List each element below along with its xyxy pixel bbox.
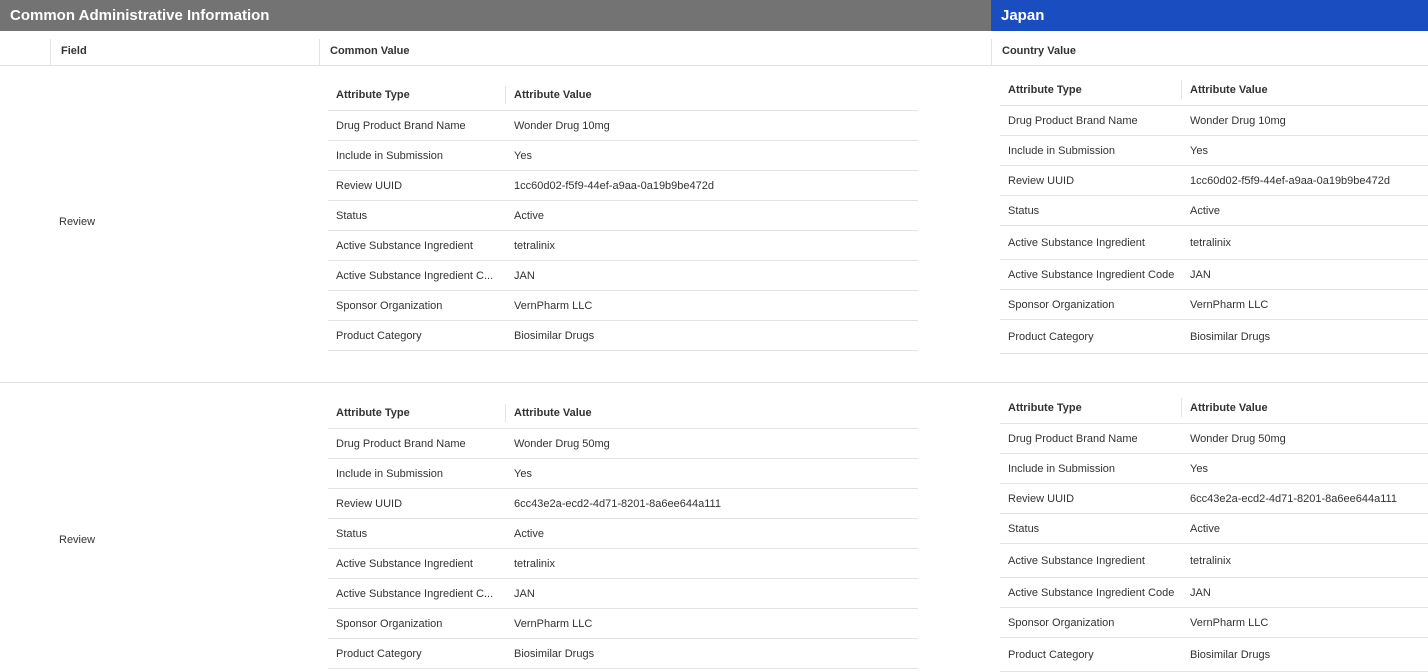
review-row: [0, 383, 1428, 671]
attribute-type: Review UUID: [328, 171, 506, 201]
attribute-value: 1cc60d02-f5f9-44ef-a9aa-0a19b9be472d: [1182, 166, 1428, 196]
table-row: [1000, 106, 1428, 136]
country-value-column-header: Country Value: [1002, 45, 1076, 57]
attribute-value: 1cc60d02-f5f9-44ef-a9aa-0a19b9be472d: [506, 171, 918, 201]
attribute-value: Yes: [1182, 454, 1428, 484]
table-row: [1000, 638, 1428, 672]
attribute-type: Product Category: [1000, 638, 1182, 672]
attribute-type-header: Attribute Type: [1000, 392, 1182, 424]
attribute-value: Active: [506, 201, 918, 231]
attribute-value-header: Attribute Value: [1182, 392, 1428, 424]
table-row: [1000, 484, 1428, 514]
common-value-column-header: Common Value: [330, 45, 410, 57]
attribute-value: tetralinix: [1182, 544, 1428, 578]
attribute-type: Active Substance Ingredient: [328, 549, 506, 579]
attribute-type: Review UUID: [1000, 166, 1182, 196]
attribute-type: Active Substance Ingredient: [1000, 226, 1182, 260]
table-row: [1000, 320, 1428, 354]
table-row: [328, 201, 918, 231]
attribute-type: Drug Product Brand Name: [328, 429, 506, 459]
attribute-value: 6cc43e2a-ecd2-4d71-8201-8a6ee644a111: [506, 489, 918, 519]
common-attributes-table: [328, 398, 918, 669]
attribute-value: Wonder Drug 50mg: [506, 429, 918, 459]
attribute-type: Drug Product Brand Name: [1000, 106, 1182, 136]
attribute-value: tetralinix: [506, 231, 918, 261]
table-row: [1000, 260, 1428, 290]
country-attributes-table: [1000, 392, 1428, 672]
table-row: [1000, 166, 1428, 196]
table-row: [1000, 136, 1428, 166]
attribute-type: Review UUID: [1000, 484, 1182, 514]
table-row: [328, 489, 918, 519]
table-row: [1000, 196, 1428, 226]
attribute-type: Sponsor Organization: [1000, 290, 1182, 320]
table-row: [1000, 424, 1428, 454]
field-column-header: Field: [61, 45, 87, 57]
country-header-japan: Japan: [991, 0, 1428, 31]
table-row: [328, 231, 918, 261]
table-row: [1000, 290, 1428, 320]
attribute-value: tetralinix: [506, 549, 918, 579]
attribute-type: Active Substance Ingredient C...: [328, 579, 506, 609]
attribute-value-header: Attribute Value: [506, 80, 918, 111]
attribute-value: Wonder Drug 10mg: [506, 111, 918, 141]
table-row: [1000, 514, 1428, 544]
table-row: [328, 549, 918, 579]
attribute-type: Active Substance Ingredient: [328, 231, 506, 261]
attribute-type: Product Category: [328, 321, 506, 351]
table-row: [328, 639, 918, 669]
table-row: [328, 519, 918, 549]
attribute-type: Status: [328, 519, 506, 549]
table-row: [1000, 226, 1428, 260]
attribute-value: VernPharm LLC: [506, 609, 918, 639]
attribute-value-header: Attribute Value: [1182, 74, 1428, 106]
table-header-row: [1000, 392, 1428, 424]
review-row: [0, 66, 1428, 383]
attribute-type: Status: [328, 201, 506, 231]
table-row: [328, 429, 918, 459]
attribute-type: Sponsor Organization: [1000, 608, 1182, 638]
attribute-value: VernPharm LLC: [1182, 608, 1428, 638]
attribute-value: Active: [1182, 514, 1428, 544]
table-row: [328, 459, 918, 489]
attribute-value: VernPharm LLC: [1182, 290, 1428, 320]
attribute-value: JAN: [506, 261, 918, 291]
table-row: [1000, 608, 1428, 638]
attribute-type: Status: [1000, 196, 1182, 226]
attribute-value: JAN: [1182, 260, 1428, 290]
attribute-value: Wonder Drug 10mg: [1182, 106, 1428, 136]
table-row: [328, 609, 918, 639]
column-header-row: [0, 31, 1428, 66]
attribute-type: Sponsor Organization: [328, 609, 506, 639]
attribute-value: 6cc43e2a-ecd2-4d71-8201-8a6ee644a111: [1182, 484, 1428, 514]
attribute-type: Active Substance Ingredient: [1000, 544, 1182, 578]
table-row: [328, 321, 918, 351]
attribute-value: tetralinix: [1182, 226, 1428, 260]
table-row: [328, 171, 918, 201]
attribute-value: Biosimilar Drugs: [506, 321, 918, 351]
attribute-type-header: Attribute Type: [1000, 74, 1182, 106]
table-row: [1000, 578, 1428, 608]
field-name: Review: [59, 534, 96, 546]
attribute-type: Status: [1000, 514, 1182, 544]
attribute-type-header: Attribute Type: [328, 398, 506, 429]
table-row: [328, 291, 918, 321]
attribute-type: Drug Product Brand Name: [328, 111, 506, 141]
attribute-type: Product Category: [1000, 320, 1182, 354]
attribute-type: Include in Submission: [328, 141, 506, 171]
attribute-type: Active Substance Ingredient C...: [328, 261, 506, 291]
attribute-type: Active Substance Ingredient Code: [1000, 260, 1182, 290]
attribute-type: Include in Submission: [1000, 454, 1182, 484]
attribute-value: Yes: [506, 459, 918, 489]
attribute-value: Biosimilar Drugs: [506, 639, 918, 669]
attribute-value: JAN: [506, 579, 918, 609]
attribute-type: Drug Product Brand Name: [1000, 424, 1182, 454]
attribute-value: Active: [506, 519, 918, 549]
attribute-value: Wonder Drug 50mg: [1182, 424, 1428, 454]
attribute-type: Product Category: [328, 639, 506, 669]
table-row: [328, 579, 918, 609]
attribute-value: Biosimilar Drugs: [1182, 320, 1428, 354]
common-admin-info-header: Common Administrative Information: [0, 0, 991, 31]
attribute-type: Active Substance Ingredient Code: [1000, 578, 1182, 608]
table-row: [328, 141, 918, 171]
table-row: [1000, 544, 1428, 578]
table-row: [328, 111, 918, 141]
attribute-value: Biosimilar Drugs: [1182, 638, 1428, 672]
attribute-type: Include in Submission: [1000, 136, 1182, 166]
attribute-value: Active: [1182, 196, 1428, 226]
country-attributes-table: [1000, 74, 1428, 354]
attribute-value: Yes: [1182, 136, 1428, 166]
attribute-type: Review UUID: [328, 489, 506, 519]
table-row: [328, 261, 918, 291]
attribute-value-header: Attribute Value: [506, 398, 918, 429]
table-header-row: [328, 80, 918, 111]
common-attributes-table: [328, 80, 918, 351]
attribute-type: Sponsor Organization: [328, 291, 506, 321]
attribute-type: Include in Submission: [328, 459, 506, 489]
table-header-row: [328, 398, 918, 429]
attribute-type-header: Attribute Type: [328, 80, 506, 111]
table-row: [1000, 454, 1428, 484]
table-header-row: [1000, 74, 1428, 106]
attribute-value: Yes: [506, 141, 918, 171]
attribute-value: VernPharm LLC: [506, 291, 918, 321]
attribute-value: JAN: [1182, 578, 1428, 608]
field-name: Review: [59, 216, 96, 228]
